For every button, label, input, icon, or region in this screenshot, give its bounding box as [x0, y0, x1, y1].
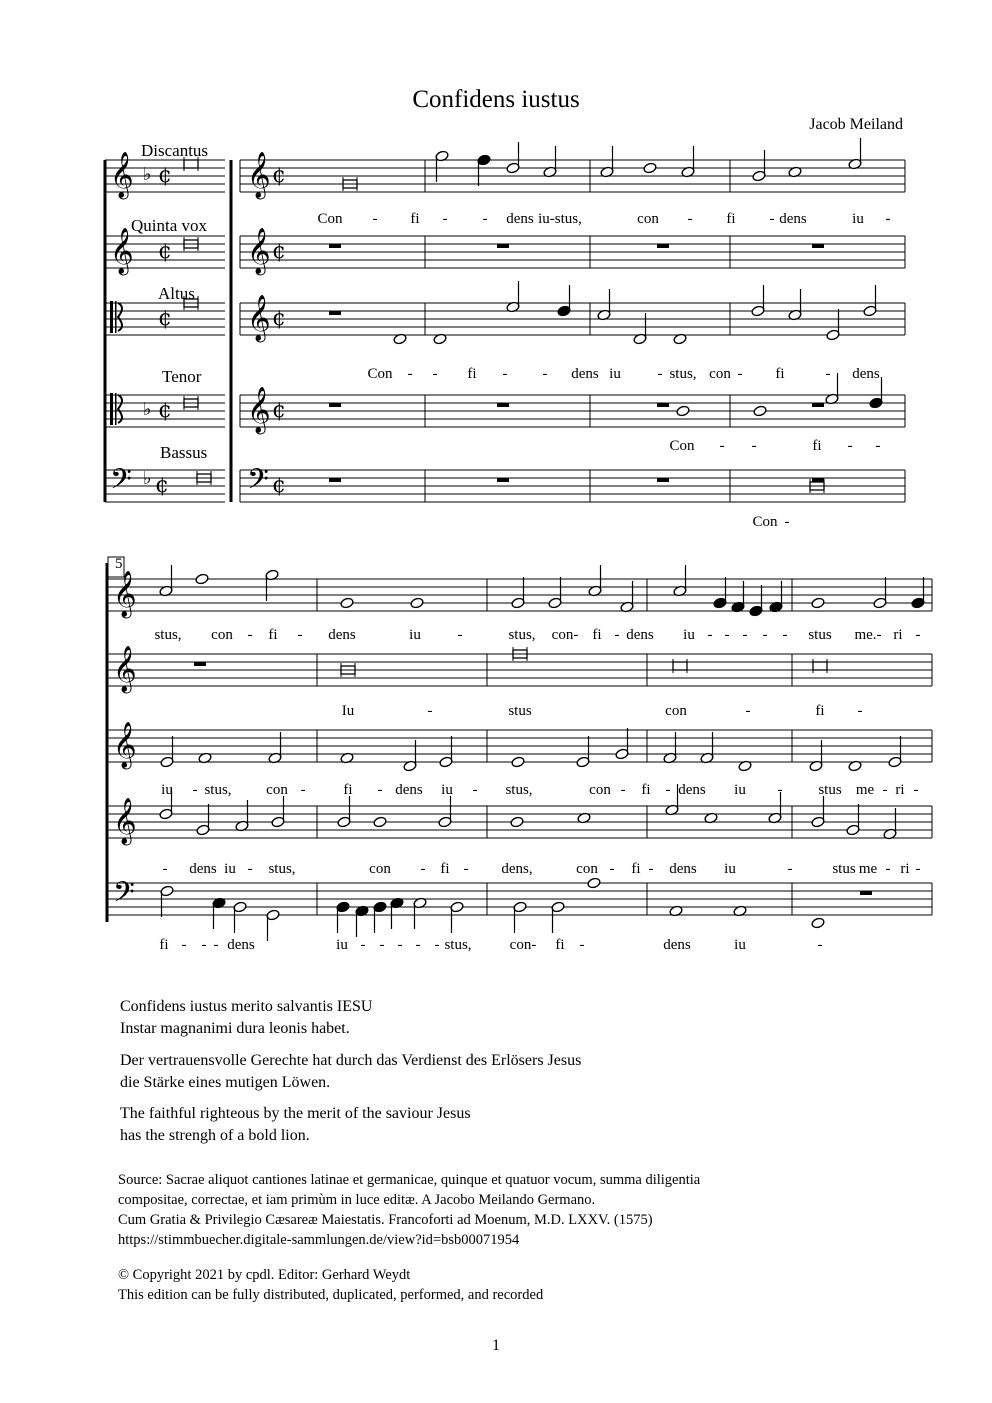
poem-line: has the strengh of a bold lion. — [120, 1127, 310, 1144]
lyric-syllable: me — [855, 782, 875, 798]
copyright-line: This edition can be fully distributed, duplicated, performed, and recorded — [118, 1287, 544, 1303]
lyric-syllable: - — [825, 366, 831, 382]
lyric-syllable: - — [407, 366, 413, 382]
alto-clef-icon — [110, 301, 113, 333]
lyric-syllable: ri — [893, 627, 903, 643]
lyric-syllable: - — [882, 782, 888, 798]
lyric-syllable: iu — [734, 937, 746, 953]
lyric-syllable: fi — [641, 782, 651, 798]
page-number: 1 — [492, 1337, 500, 1354]
poem-german — [120, 1050, 581, 1094]
whole-rest — [657, 478, 669, 482]
lyric-syllable: me — [858, 861, 878, 877]
lyric-syllable: - — [777, 782, 783, 798]
whole-rest — [497, 244, 509, 248]
lyric-syllable: - — [432, 366, 438, 382]
source-note — [118, 1170, 700, 1250]
treble-clef-icon: 𝄞 — [247, 295, 271, 341]
lyric-syllable: - — [420, 861, 426, 877]
lyric-syllable: - — [857, 703, 863, 719]
lyric-syllable: - — [434, 937, 440, 953]
poem-line: Confidens iustus merito salvantis IESU — [120, 998, 373, 1015]
cut-time-icon: ¢ — [158, 306, 172, 331]
lyric-syllable: ri — [895, 782, 905, 798]
lyric-syllable: dens — [852, 366, 880, 382]
lyric-syllable: - — [372, 211, 378, 227]
lyric-syllable: iu-stus, — [538, 211, 582, 227]
note-head — [195, 573, 209, 585]
lyric-syllable: - — [247, 627, 253, 643]
note-head — [811, 597, 825, 609]
note-head — [511, 756, 525, 768]
lyric-syllable: dens — [189, 861, 217, 877]
lyric-syllable: - — [915, 627, 921, 643]
lyric-syllable: - — [297, 627, 303, 643]
copyright-note — [118, 1265, 543, 1305]
poem-latin — [120, 996, 372, 1040]
lyric-syllable: fi — [440, 861, 450, 877]
bass-clef-icon: 𝄢 — [247, 463, 269, 503]
note-head — [587, 877, 601, 889]
lyric-syllable: dens — [506, 211, 534, 227]
lyric-syllable: - — [162, 861, 168, 877]
lyric-syllable: con — [211, 627, 233, 643]
lyric-syllable: - — [817, 937, 823, 953]
lyric-syllable: - — [482, 211, 488, 227]
lyric-syllable: - — [415, 937, 421, 953]
composer-name: Jacob Meiland — [809, 116, 903, 133]
source-line: Cum Gratia & Privilegio Cæsareæ Maiestatis. Francoforti ad Moenum, M.D. LXXV. (1575) — [118, 1212, 653, 1228]
lyric-syllable: stus — [808, 627, 832, 643]
lyric-syllable: iu — [852, 211, 864, 227]
whole-rest — [657, 403, 669, 407]
lyric-syllable: iu — [161, 782, 173, 798]
lyric-syllable: iu — [609, 366, 621, 382]
lyric-syllable: - — [213, 937, 219, 953]
lyric-syllable: - — [300, 782, 306, 798]
cut-time-icon: ¢ — [272, 398, 286, 423]
lyric-syllable: con — [665, 703, 687, 719]
lyric-syllable: fi — [775, 366, 785, 382]
lyric-syllable: - — [192, 782, 198, 798]
note-head — [676, 405, 690, 417]
lyric-syllable: con — [266, 782, 288, 798]
lyric-syllable: stus, — [204, 782, 232, 798]
lyric-syllable: dens — [395, 782, 423, 798]
lyric-syllable: - — [579, 937, 585, 953]
lyric-syllable: stus, — [508, 627, 536, 643]
lyric-syllable: - — [719, 438, 725, 454]
lyric-syllable: - — [472, 782, 478, 798]
lyric-syllable: iu — [336, 937, 348, 953]
poem-english — [120, 1103, 471, 1147]
note-head — [753, 405, 767, 417]
source-line: Source: Sacrae aliquot cantiones latinae et germanicae, quinque et quatuor vocum, summa diligentia — [118, 1172, 701, 1188]
cut-time-icon: ¢ — [158, 239, 172, 264]
lyric-syllable: - — [769, 211, 775, 227]
lyric-syllable: iu — [224, 861, 236, 877]
lyric-syllable: dens — [328, 627, 356, 643]
lyric-syllable: stus, — [505, 782, 533, 798]
lyric-syllable: - — [620, 782, 626, 798]
cut-time-icon: ¢ — [158, 163, 172, 188]
treble-clef-icon: 𝄞 — [113, 646, 137, 692]
lyric-syllable: fi — [467, 366, 477, 382]
note-head — [643, 162, 657, 174]
lyric-syllable: con — [576, 861, 598, 877]
lyric-syllable: con — [589, 782, 611, 798]
breve-note — [673, 662, 687, 670]
cut-time-icon: ¢ — [272, 473, 286, 498]
copyright-line: © Copyright 2021 by cpdl. Editor: Gerhard Weydt — [118, 1267, 411, 1283]
lyric-syllable: - — [442, 211, 448, 227]
lyric-syllable: - — [913, 782, 919, 798]
alto-clef-icon — [115, 301, 117, 333]
lyric-syllable: - — [742, 627, 748, 643]
lyric-syllable: stus, — [444, 937, 472, 953]
lyric-syllable: - — [875, 438, 881, 454]
lyric-syllable: fi — [268, 627, 278, 643]
lyric-syllable: fi — [343, 782, 353, 798]
lyric-syllable: - — [885, 211, 891, 227]
lyric-syllable: fi — [631, 861, 641, 877]
lyric-syllable: con — [637, 211, 659, 227]
lyric-syllable: - — [707, 627, 713, 643]
lyric-syllable: - — [201, 937, 207, 953]
cut-time-icon: ¢ — [272, 239, 286, 264]
cut-time-icon: ¢ — [272, 163, 286, 188]
lyric-syllable: fi — [410, 211, 420, 227]
lyric-syllable: iu — [724, 861, 736, 877]
poem-line: Instar magnanimi dura leonis habet. — [120, 1020, 350, 1037]
flat-icon: ♭ — [143, 164, 152, 185]
whole-rest — [812, 403, 824, 407]
lyric-syllable: stus, — [268, 861, 296, 877]
lyric-syllable: - — [247, 861, 253, 877]
lyric-syllable: dens — [227, 937, 255, 953]
lyric-syllable: me.- — [854, 627, 882, 643]
cut-time-icon: ¢ — [272, 306, 286, 331]
whole-rest — [329, 403, 341, 407]
bass-clef-icon: 𝄢 — [110, 463, 132, 503]
note-head — [811, 917, 825, 929]
lyric-syllable: stus, — [154, 627, 182, 643]
lyric-syllable: fi — [555, 937, 565, 953]
lyric-syllable: - — [427, 703, 433, 719]
lyric-syllable: - — [787, 861, 793, 877]
lyric-syllable: dens — [571, 366, 599, 382]
lyric-syllable: - — [463, 861, 469, 877]
lyric-syllable: Iu — [341, 703, 355, 719]
cut-time-icon: ¢ — [158, 398, 172, 423]
lyric-syllable: - — [397, 937, 403, 953]
lyric-syllable: - — [648, 861, 654, 877]
breve-note — [184, 160, 198, 168]
lyric-syllable: - — [885, 861, 891, 877]
treble-clef-icon: 𝄞 — [113, 722, 137, 768]
whole-rest — [860, 891, 872, 895]
treble-clef-icon: 𝄞 — [110, 228, 134, 274]
alto-clef-icon — [110, 393, 113, 425]
lyric-syllable: iu — [734, 782, 746, 798]
note-head — [373, 816, 387, 828]
lyric-syllable: - — [457, 627, 463, 643]
lyric-syllable: con- — [551, 627, 579, 643]
lyric-syllable: - — [542, 366, 548, 382]
lyric-syllable: - — [609, 861, 615, 877]
source-line: https://stimmbuecher.digitale-sammlungen.de/view?id=bsb00071954 — [118, 1232, 520, 1248]
lyric-syllable: Con — [669, 438, 695, 454]
lyric-syllable: dens, — [501, 861, 533, 877]
lyric-syllable: - — [657, 366, 663, 382]
cut-time-icon: ¢ — [155, 473, 169, 498]
treble-clef-icon: 𝄞 — [247, 387, 271, 433]
note-head — [410, 597, 424, 609]
lyric-syllable: con — [709, 366, 731, 382]
lyric-syllable: stus — [818, 782, 842, 798]
lyric-syllable: Con — [317, 211, 343, 227]
lyric-syllable: stus, — [669, 366, 697, 382]
lyric-syllable: ri — [900, 861, 910, 877]
lyric-syllable: - — [762, 627, 768, 643]
lyric-syllable: iu — [441, 782, 453, 798]
lyric-syllable: dens — [779, 211, 807, 227]
whole-rest — [812, 244, 824, 248]
treble-clef-icon: 𝄞 — [110, 152, 134, 198]
whole-rest — [329, 311, 341, 315]
lyric-syllable: Con — [752, 514, 778, 530]
lyric-syllable: - — [782, 627, 788, 643]
lyric-syllable: - — [847, 438, 853, 454]
whole-rest — [657, 244, 669, 248]
lyric-syllable: - — [665, 782, 671, 798]
lyric-syllable: - — [687, 211, 693, 227]
poem-line: The faithful righteous by the merit of the saviour Jesus — [120, 1105, 471, 1122]
voice-name-bassus: Bassus — [160, 443, 208, 462]
lyric-syllable: - — [745, 703, 751, 719]
lyric-syllable: - — [751, 438, 757, 454]
lyric-syllable: fi — [726, 211, 736, 227]
poem-line: Der vertrauensvolle Gerechte hat durch das Verdienst des Erlösers Jesus — [120, 1052, 582, 1069]
lyric-syllable: fi — [812, 438, 822, 454]
treble-clef-icon: 𝄞 — [247, 152, 271, 198]
lyric-syllable: iu — [683, 627, 695, 643]
lyric-syllable: dens — [626, 627, 654, 643]
treble-clef-icon: 𝄞 — [113, 798, 137, 844]
lyric-syllable: con- — [509, 937, 537, 953]
whole-rest — [194, 662, 206, 666]
voice-name-tenor: Tenor — [162, 367, 202, 386]
source-line: compositae, correctae, et iam primùm in luce editæ. A Jacobo Meilando Germano. — [118, 1192, 596, 1208]
page-title: Confidens iustus — [412, 86, 580, 113]
voice-name-discantus: Discantus — [141, 141, 209, 160]
lyric-syllable: fi — [592, 627, 602, 643]
lyric-syllable: - — [915, 861, 921, 877]
whole-rest — [497, 478, 509, 482]
measure-number: 5 — [115, 556, 123, 572]
lyric-syllable: - — [360, 937, 366, 953]
bass-clef-icon: 𝄢 — [113, 876, 135, 916]
note-head — [510, 816, 524, 828]
whole-rest — [329, 244, 341, 248]
lyric-syllable: - — [784, 514, 790, 530]
lyric-syllable: fi — [159, 937, 169, 953]
lyric-syllable: dens — [678, 782, 706, 798]
lyric-syllable: - — [181, 937, 187, 953]
voice-name-altus: Altus — [158, 284, 195, 303]
lyric-syllable: stus — [832, 861, 856, 877]
whole-rest — [329, 478, 341, 482]
lyric-syllable: - — [379, 937, 385, 953]
poem-line: die Stärke eines mutigen Löwen. — [120, 1074, 331, 1091]
lyric-syllable: Con — [367, 366, 393, 382]
lyric-syllable: - — [614, 627, 620, 643]
whole-rest — [497, 403, 509, 407]
voice-name-quinta-vox: Quinta vox — [131, 216, 208, 235]
lyric-syllable: - — [724, 627, 730, 643]
note-head — [340, 597, 354, 609]
flat-icon: ♭ — [143, 399, 152, 420]
lyric-syllable: dens — [669, 861, 697, 877]
lyric-syllable: - — [377, 782, 383, 798]
lyric-syllable: con — [369, 861, 391, 877]
lyric-syllable: dens — [663, 937, 691, 953]
treble-clef-icon: 𝄞 — [247, 228, 271, 274]
lyric-syllable: fi — [815, 703, 825, 719]
treble-clef-icon: 𝄞 — [113, 571, 137, 617]
breve-note — [813, 662, 827, 670]
lyric-syllable: iu — [409, 627, 421, 643]
alto-clef-icon — [115, 393, 117, 425]
flat-icon: ♭ — [143, 468, 152, 489]
lyric-syllable: - — [737, 366, 743, 382]
lyric-syllable: stus — [508, 703, 532, 719]
lyric-syllable: - — [502, 366, 508, 382]
